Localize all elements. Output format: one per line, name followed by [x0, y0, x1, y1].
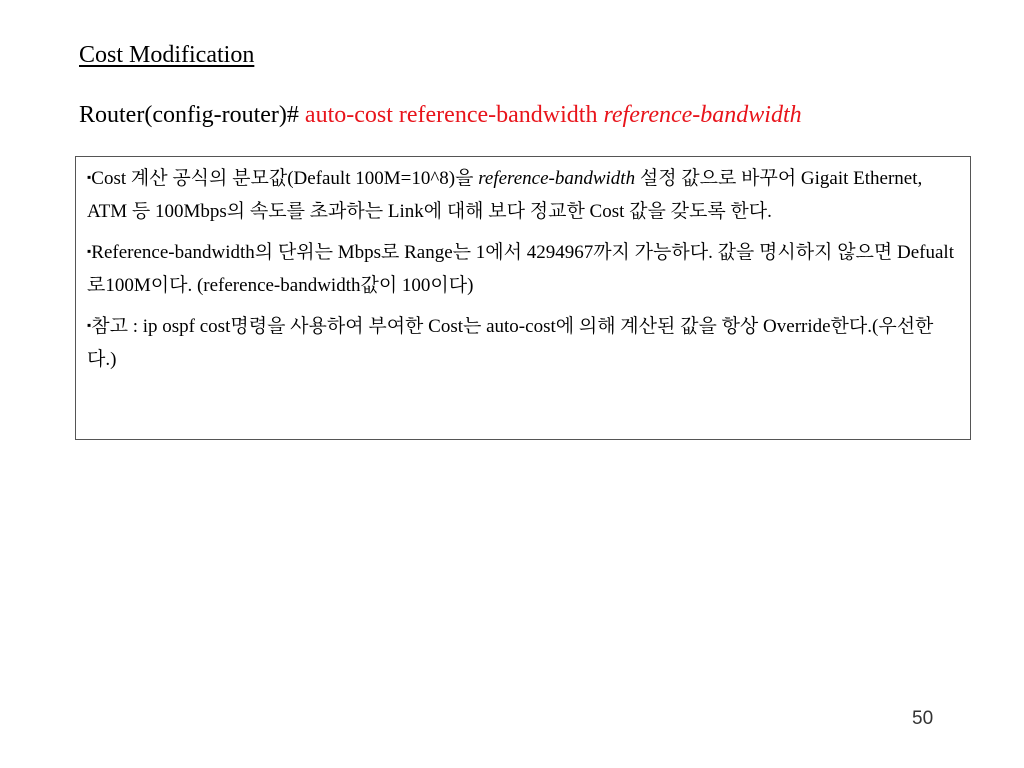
bullet-icon: ▪: [87, 244, 92, 258]
command-prompt: Router(config-router)#: [79, 102, 305, 128]
note-text: 설정 값으로 바꾸어 Gigait Ethernet, ATM 등 100Mbps의 속도를 초과하는 Link에 대해 보다 정교한 Cost 값을 갖도록 한다.: [87, 168, 923, 222]
note-reference-bandwidth-purpose: [87, 163, 958, 227]
command-keyword: auto-cost reference-bandwidth: [304, 102, 604, 128]
notes-box: [75, 156, 971, 440]
note-text: Cost 계산 공식의 분모값(Default 100M=10^8)을: [91, 168, 479, 189]
note-text: Reference-bandwidth의 단위는 Mbps로 Range는 1에서 4294967까지 가능하다. 값을 명시하지 않으면 Defualt로100M이다. (reference-bandwidth값이 100이다): [87, 242, 954, 296]
note-parameter: reference-bandwidth: [478, 168, 636, 189]
bullet-icon: ▪: [87, 170, 92, 184]
note-text: 참고 : ip ospf cost명령을 사용하여 부여한 Cost는 auto-cost에 의해 계산된 값을 항상 Override한다.(우선한다.): [87, 316, 934, 370]
note-unit-range: [87, 237, 958, 301]
bullet-icon: ▪: [87, 318, 92, 332]
command-syntax: [79, 102, 802, 129]
note-override: [87, 311, 958, 375]
slide-title: Cost Modification: [79, 42, 255, 68]
page-number: 50: [912, 708, 934, 729]
command-parameter: reference-bandwidth: [603, 102, 802, 128]
